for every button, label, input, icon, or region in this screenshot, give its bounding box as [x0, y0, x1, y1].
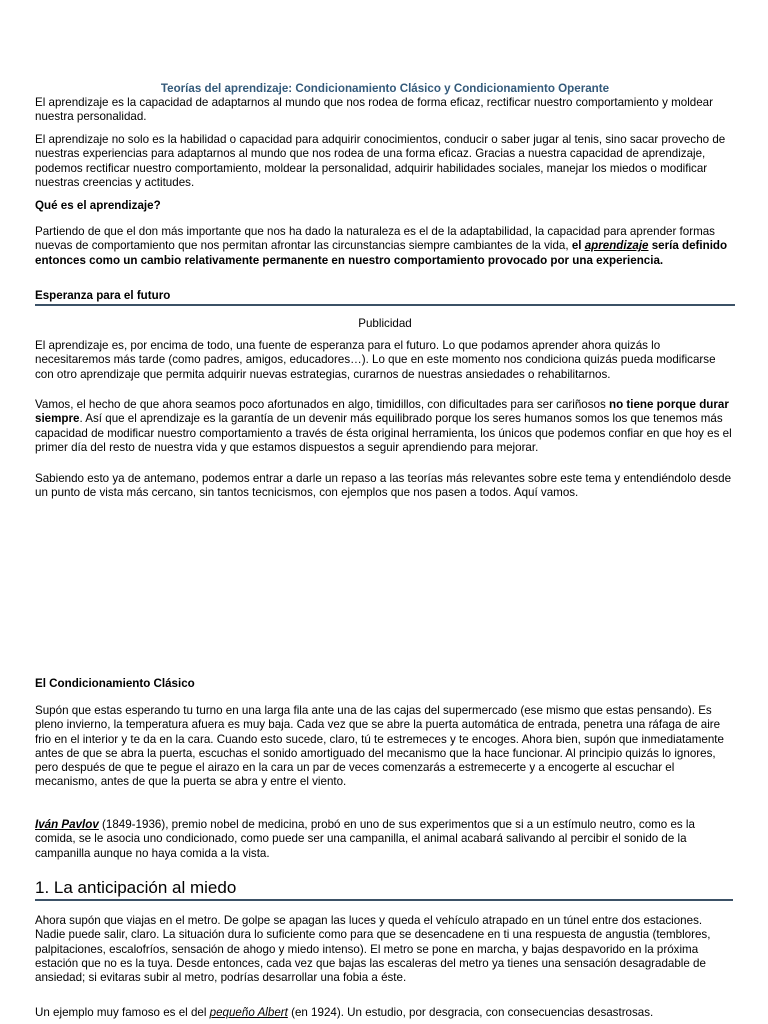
ad-label: Publicidad [358, 317, 412, 330]
paragraph-pavlov: Iván Pavlov (1849-1936), premio nobel de medicina, probó en uno de sus experimentos que si a un estímulo neutro, como es la comida, se le asocia uno condicionado, como puede ser una campanilla, el animal acabará salivando al percibir el sonido de la campanilla aunque no haya comida a la vista. [35, 818, 695, 860]
heading-what-is-learning: Qué es el aprendizaje? [35, 199, 161, 212]
paragraph-metro: Ahora supón que viajas en el metro. De golpe se apagan las luces y queda el vehículo atrapado en un túnel entre dos estaciones. Nadie puede salir, claro. La situación dura lo suficiente como para que se desencadene en ti una respuesta de angustia (temblores, palpitaciones, escalofríos, sensación de ahogo y miedo intenso). El metro se pone en marcha, y bajas despavorido en la próxima estación que no es la tuya. Desde entonces, cada vez que bajas las escaleras del metro ya tienes una sensación desagradable de ansiedad; si evitaras subir al metro, podrías desarrollar una fobia a éste. [35, 914, 711, 985]
link-ivan-pavlov[interactable]: Iván Pavlov [35, 818, 99, 831]
paragraph-intro: El aprendizaje es la capacidad de adaptarnos al mundo que nos rodea de forma eficaz, rectificar nuestro comportamiento y moldear nuestra personalidad. [35, 96, 713, 124]
paragraph-supermarket: Supón que estas esperando tu turno en una larga fila ante una de las cajas del supermercado (ese mismo que estas pensando). Es pleno invierno, la temperatura afuera es muy baja. Cada vez que se abre la puerta automática de entrada, penetra una ráfaga de aire frio en el interior y te da en la cara. Cuando esto sucede, claro, tú te estremeces y te encoges. Ahora bien, supón que inmediatamente antes de que se abra la puerta, escuchas el sonido amortiguado del mecanismo que la hace funcionar. Al principio quizás lo ignores, pero después de que te pegue el airazo en la cara un par de veces comenzarás a estremecerte y a encogerte al escuchar el mecanismo, antes de que la puerta se abra y entre el viento. [35, 704, 724, 789]
paragraph-little-albert: Un ejemplo muy famoso es el del pequeño Albert (en 1924). Un estudio, por desgracia, con consecuencias desastrosas. [35, 1006, 654, 1019]
paragraph-adaptability: Partiendo de que el don más importante que nos ha dado la naturaleza es el de la adaptabilidad, la capacidad para aprender formas nuevas de comportamiento que nos permitan afrontar las circunstancias siempre cambiantes de la vida, el aprendizaje sería definido entonces como un cambio relativamente permanente en nuestro comportamiento provocado por una experiencia. [35, 225, 728, 267]
paragraph-lets-go: Sabiendo esto ya de antemano, podemos entrar a darle un repaso a las teorías más relevantes sobre este tema y entendiéndolo desde un punto de vista más cercano, sin tantos tecnicismos, con ejemplos que nos pasen a todos. Aquí vamos. [35, 472, 732, 500]
paragraph-not-forever: Vamos, el hecho de que ahora seamos poco afortunados en algo, timidillos, con dificultades para ser cariñosos no tiene porque durar siempre. Así que el aprendizaje es la garantía de un devenir más equilibrado porque los seres humanos somos los que tenemos más capacidad de modificar nuestro comportamiento a través de ésta original herramienta, los únicos que podemos confiar en que hoy es el primer día del resto de nuestra vida y que estamos dispuestos a seguir aprendiendo para mejorar. [35, 398, 732, 454]
section-heading-hope: Esperanza para el futuro [35, 289, 735, 306]
page-title: Teorías del aprendizaje: Condicionamiento Clásico y Condicionamiento Operante [160, 82, 610, 95]
link-little-albert[interactable]: pequeño Albert [209, 1006, 288, 1019]
paragraph-learning-definition: El aprendizaje no solo es la habilidad o capacidad para adquirir conocimientos, conducir o saber jugar al tenis, sino sacar provecho de nuestras experiencias para adaptarnos al mundo que nos rodea de una forma eficaz. Gracias a nuestra capacidad de aprendizaje, podemos rectificar nuestro comportamiento, moldear la personalidad, adquirir habilidades sociales, manejar los miedos o modificar nuestras creencias y actitudes. [35, 133, 726, 189]
section-heading-classical: El Condicionamiento Clásico [35, 677, 195, 690]
link-aprendizaje[interactable]: aprendizaje [584, 239, 649, 253]
paragraph-hope: El aprendizaje es, por encima de todo, una fuente de esperanza para el futuro. Lo que podamos aprender ahora quizás lo necesitaremos más tarde (como padres, amigos, educadores…). Lo que en este momento nos condiciona quizás pueda modificarse con otro aprendizaje que permita adquirir nuevas estrategias, curarnos de nuestras ansiedades o rehabilitarnos. [35, 339, 716, 381]
section-heading-fear: 1. La anticipación al miedo [35, 878, 733, 901]
